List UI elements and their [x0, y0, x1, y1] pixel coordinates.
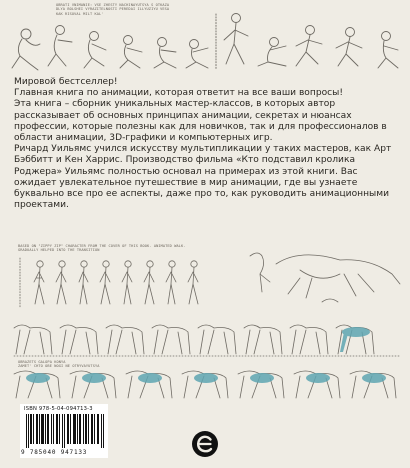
horse-walk-row-2	[0, 364, 410, 402]
horse-gallop-illustration	[0, 364, 410, 402]
barcode	[20, 404, 108, 458]
walk-cycle-illustration	[0, 244, 410, 316]
horse-annotation: OBRAZETS GALOPA KONYA ZAMET' CHTO OBE NOGI NE OTRYVAYUTSYA	[18, 360, 100, 369]
description-text	[14, 77, 398, 211]
top-annotation: OBRATI VNIMANIE: VSE ZHESTY NACHINAYUTSYA S OTKAZA DLYA BOLSHEI VYRAZITELNOSTI PEREDAI ILLYUZIYU VESA KAK RISOVAL MILT KAL'	[56, 3, 170, 16]
walk-and-horse-sketches	[0, 244, 410, 316]
paragraph-1: Эта книга – сборник уникальных мастер-классов, в которых автор рассказывает об основных принципах анимации, секретах и нюансах профессии, которые полезны как для новичков, так и для профессионалов в области анимации, 3D-графики и компьютерных игр.	[14, 99, 387, 144]
barcode-bars	[26, 414, 104, 448]
eksmo-e-logo-icon	[191, 430, 219, 458]
horse-walk-row-1	[0, 318, 410, 362]
walk-annotation: BASED ON "ZIPPY ZIP" CHARACTER FROM THE COVER OF THIS BOOK. ANIMATED WALK. GRADUALLY HELPED INTO THE TRANSITION	[18, 244, 186, 253]
headline: Мировой бестселлер!	[14, 77, 118, 87]
paragraph-2: Ричард Уильямс учился искусству мультипликации у таких мастеров, как Арт Бэббитт и Кен Харрис. Производство фильма «Кто подставил кролика Роджера» Уильямс полностью основал на примерах из этой книги. Вас ожидает увлекательное путешествие в мир анимации, где вы узнаете буквально все про ее аспекты, даже про то, как руководить анимационными проектами.	[14, 144, 392, 211]
barcode-digits: 9 785040 947133	[21, 449, 88, 456]
subheadline: Главная книга по анимации, которая ответит на все ваши вопросы!	[14, 88, 343, 99]
horse-walk-illustration	[0, 318, 410, 362]
isbn-label: ISBN 978-5-04-094713-3	[24, 406, 93, 412]
